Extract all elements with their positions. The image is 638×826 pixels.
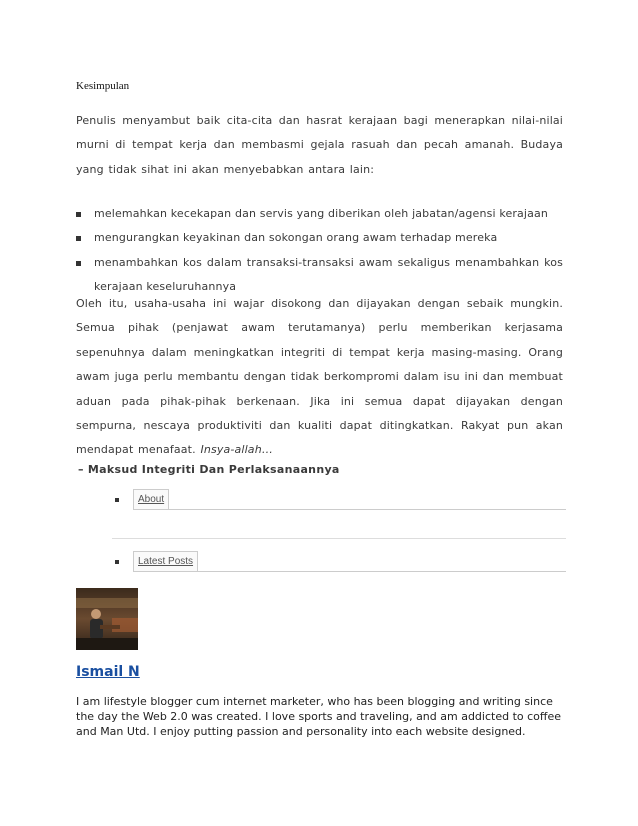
conclusion-text: Oleh itu, usaha-usaha ini wajar disokong dan dijayakan dengan sebaik mungkin. Semua pihak (penjawat awam terutamanya) perlu memberikan kerjasama sepenuhnya dalam meningkatkan integriti di tempat kerja masing-masing. Orang awam juga perlu membantu dengan tidak berkompromi dalam isu ini dan membuat aduan pada pihak-pihak berkenaan. Jika ini semua dapat dijayakan dengan sempurna, nescaya produktiviti dan kualiti dapat ditingkatkan. Rakyat pun akan mendapat menafaat.	[76, 297, 563, 457]
intro-paragraph: Penulis menyambut baik cita-cita dan hasrat kerajaan bagi menerapkan nilai-nilai murni di tempat kerja dan membasmi gejala rasuah dan pecah amanah. Budaya yang tidak sihat ini akan menyebabkan antara lain:	[76, 114, 563, 176]
section-heading: Kesimpulan	[76, 80, 130, 92]
list-item	[76, 202, 563, 226]
conclusion-paragraph	[76, 292, 563, 463]
bullet-square-icon	[76, 212, 81, 217]
tab-latest-posts[interactable]: Latest Posts	[133, 551, 198, 572]
tab-about[interactable]: About	[133, 489, 169, 510]
bullet-square-icon	[115, 560, 119, 564]
list-item	[76, 226, 563, 250]
tab-underline	[133, 571, 566, 572]
tab-underline	[133, 509, 566, 510]
about-tab-row	[112, 489, 566, 511]
bullet-square-icon	[115, 498, 119, 502]
latest-posts-tab-row	[112, 551, 566, 573]
bullet-list	[76, 202, 563, 300]
list-item-text: mengurangkan keyakinan dan sokongan orang awam terhadap mereka	[94, 231, 498, 245]
bullet-square-icon	[76, 261, 81, 266]
author-bio: I am lifestyle blogger cum internet marketer, who has been blogging and writing since the day the Web 2.0 was created. I love sports and traveling, and am addicted to coffee and Man Utd. I enjoy putting passion and personality into each website designed.	[76, 695, 562, 738]
bullet-square-icon	[76, 236, 81, 241]
related-post-link[interactable]: – Maksud Integriti Dan Perlaksanaannya	[78, 463, 340, 476]
author-name-link[interactable]: Ismail N	[76, 664, 140, 680]
list-item-text: melemahkan kecekapan dan servis yang diberikan oleh jabatan/agensi kerajaan	[94, 207, 549, 220]
list-item-text: menambahkan kos dalam transaksi-transaksi awam sekaligus menambahkan kos kerajaan keseluruhannya	[94, 255, 563, 294]
conclusion-emphasis: Insya-allah…	[200, 443, 273, 457]
divider	[112, 538, 566, 539]
author-avatar	[76, 588, 138, 650]
